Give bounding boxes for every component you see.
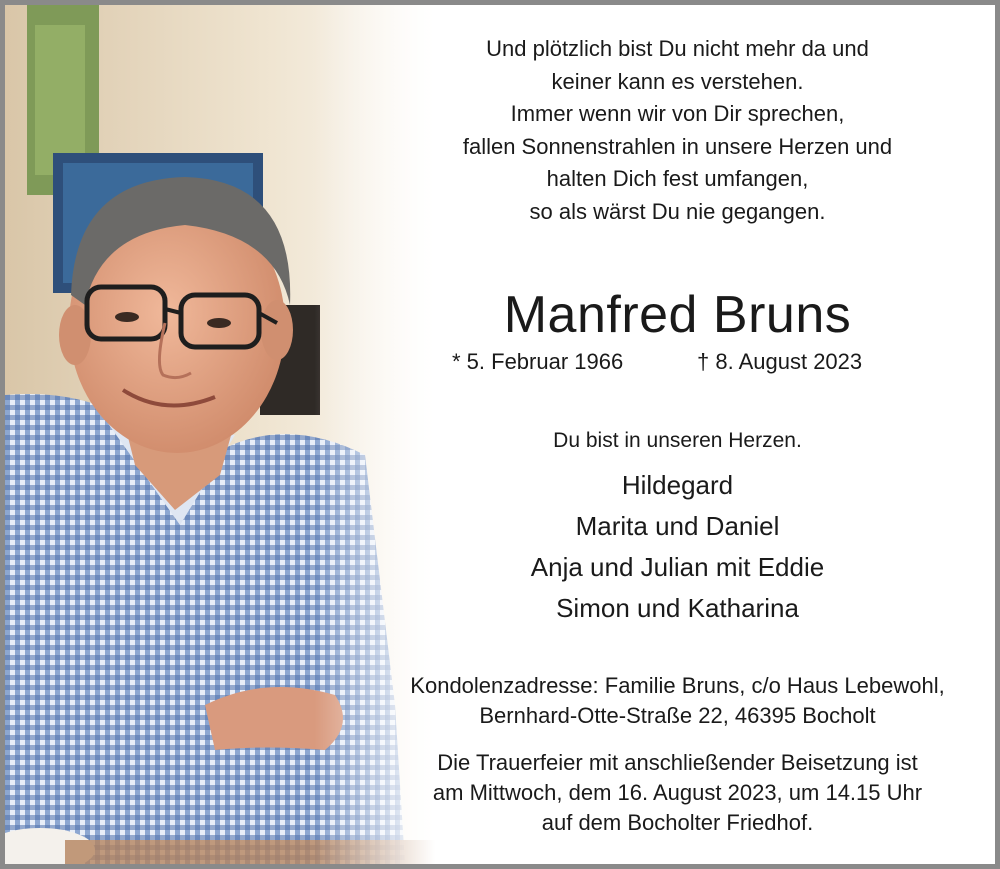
- funeral-details: [360, 748, 995, 838]
- condolence-address: [360, 671, 995, 731]
- poem: [360, 33, 995, 228]
- poem-line: fallen Sonnenstrahlen in unsere Herzen und: [462, 133, 893, 159]
- poem-line: keiner kann es verstehen.: [551, 68, 804, 94]
- ceremony-line: am Mittwoch, dem 16. August 2023, um 14.15 Uhr: [432, 780, 923, 805]
- poem-line: Immer wenn wir von Dir sprechen,: [510, 101, 845, 126]
- birth-date: * 5. Februar 1966: [452, 349, 624, 374]
- death-date: † 8. August 2023: [697, 349, 863, 374]
- family-intro: Du bist in unseren Herzen.: [553, 429, 802, 452]
- poem-line: Und plötzlich bist Du nicht mehr da und: [486, 36, 869, 61]
- family-member: Hildegard: [621, 470, 734, 500]
- ceremony-line: Die Trauerfeier mit anschließender Beisetzung ist: [437, 750, 918, 775]
- address-line: Bernhard-Otte-Straße 22, 46395 Bocholt: [479, 703, 876, 728]
- poem-line: so als wärst Du nie gegangen.: [529, 198, 826, 224]
- poem-line: halten Dich fest umfangen,: [546, 166, 809, 191]
- ceremony-line: auf dem Bocholter Friedhof.: [541, 810, 814, 835]
- life-dates: [360, 345, 995, 379]
- deceased-name: Manfred Bruns: [503, 286, 852, 344]
- notice-text: [360, 5, 995, 864]
- address-line: Kondolenzadresse: Familie Bruns, c/o Haus Lebewohl,: [410, 673, 945, 698]
- family-member: Anja und Julian mit Eddie: [530, 552, 825, 582]
- family-member: Simon und Katharina: [556, 593, 799, 623]
- family-member: Marita und Daniel: [575, 511, 780, 541]
- family-list: [360, 465, 995, 629]
